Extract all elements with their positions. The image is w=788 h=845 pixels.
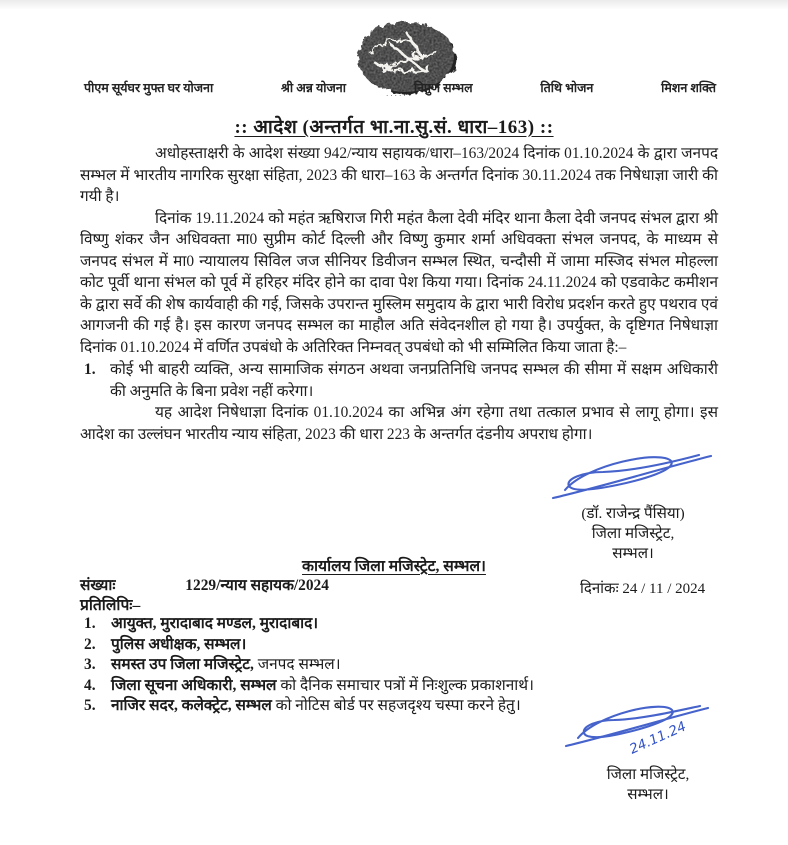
signatory-place: सम्भल। bbox=[627, 786, 669, 803]
paragraph-background: दिनांक 19.11.2024 को महंत ऋषिराज गिरी महंत कैला देवी मंदिर थाना कैला देवी जनपद संभल द्वारा श्री विष्णु शंकर जैन अधिवक्ता मा0 सुप्रीम कोर्ट दिल्ली और विष्णु कुमार शर्मा अधिवक्ता संभल जनपद, के माध्यम से जनपद संभल में मा0 न्यायालय सिविल जज सीनियर डिवीजन सम्भल स्थित, चन्दौसी में जामा मस्जिद संभल मोहल्ला कोट पूर्वी थाना संभल को पूर्व में हरिहर मंदिर होने का दावा पेश किया गया। दिनांक 24.11.2024 को एडवाकेट कमीशन के द्वारा सर्वे की शेष कार्यवाही की गई, जिसके उपरान्त मुस्लिम समुदाय के द्वारा भारी विरोध प्रदर्शन करते हुए पथराव एवं आगजनी की गई है। इस कारण जनपद सम्भल का माहौल अति संवेदनशील हो गया है। उपर्युक्त, के दृष्टिगत निषेधाज्ञा दिनांक 01.10.2024 में वर्णित उपबंधो के अतिरिक्त निम्नवत् उपबंधो को भी सम्मिलित किया जाता है:– bbox=[80, 209, 718, 356]
date-value: 24 / 11 / 2024 bbox=[622, 581, 706, 597]
signature-scribble-icon bbox=[543, 448, 723, 504]
magistrate-signature-block-2 bbox=[548, 698, 748, 805]
copy-item: 1. आयुक्त, मुरादाबाद मण्डल, मुरादाबाद। bbox=[84, 615, 319, 632]
signatory-designation: जिला मजिस्ट्रेट, bbox=[591, 525, 675, 542]
number-label: संख्याः bbox=[80, 577, 116, 594]
date-label: दिनांकः bbox=[580, 581, 619, 597]
office-name-line: कार्यालय जिला मजिस्ट्रेट, सम्भल। bbox=[302, 558, 486, 575]
magistrate-signature-block bbox=[528, 448, 738, 564]
provision-item bbox=[84, 359, 718, 402]
signatory-name: (डॉ. राजेन्द्र पैंसिया) bbox=[581, 505, 685, 522]
scheme-header-row bbox=[84, 79, 716, 96]
handwritten-date: 24.11.24 bbox=[627, 718, 689, 758]
provision-text: कोई भी बाहरी व्यक्ति, अन्य सामाजिक संगठन अथवा जनप्रतिनिधि जनपद सम्भल की सीमा में सक्षम अधिकारी की अनुमति के बिना प्रवेश नहीं करेगा। bbox=[110, 361, 718, 400]
stamp-blur-dots: ····· bbox=[386, 92, 408, 100]
signatory-designation: जिला मजिस्ट्रेट, bbox=[606, 766, 690, 783]
scheme-label: पीएम सूर्यघर मुफ्त घर योजना bbox=[84, 81, 214, 95]
copies-label: प्रतिलिपिः– bbox=[80, 597, 141, 614]
provision-number: 1. bbox=[84, 361, 96, 378]
scheme-label: श्री अन्न योजना bbox=[280, 81, 346, 95]
scheme-label: मिशन शक्ति bbox=[661, 81, 716, 95]
order-title: :: आदेश (अन्तर्गत भा.ना.सु.सं. धारा–163) :: bbox=[234, 117, 554, 138]
letter-date bbox=[580, 578, 705, 598]
scan-top-edge bbox=[0, 0, 788, 9]
copy-item: 3. समस्त उप जिला मजिस्ट्रेट, जनपद सम्भल। bbox=[84, 656, 341, 674]
order-body bbox=[80, 143, 718, 445]
paragraph-preamble: अधोहस्ताक्षरी के आदेश संख्या 942/न्याय सहायक/धारा–163/2024 दिनांक 01.10.2024 के द्वारा जनपद सम्भल में भारतीय नागरिक सुरक्षा संहिता, 2023 की धारा–163 के अन्तर्गत दिनांक 30.11.2024 तक निषेधाज्ञा जारी की गयी है। bbox=[80, 145, 718, 205]
copy-item: 2. पुलिस अधीक्षक, सम्भल। bbox=[84, 635, 247, 653]
scheme-label: तिथि भोजन bbox=[540, 81, 594, 95]
signatory-place: सम्भल। bbox=[612, 545, 654, 562]
number-value: 1229/न्याय सहायक/2024 bbox=[185, 577, 329, 594]
copy-item: 4. जिला सूचना अधिकारी, सम्भल को दैनिक समाचार पत्रों में निःशुल्क प्रकाशनार्थ। bbox=[84, 676, 534, 694]
scheme-label: निपुण सम्भल bbox=[413, 81, 473, 95]
signature-scribble-icon bbox=[558, 698, 738, 760]
copy-item: 5. नाजिर सदर, कलेक्ट्रेट, सम्भल को नोटिस बोर्ड पर सहजदृश्य चस्पा करने हेतु। bbox=[84, 697, 521, 715]
paragraph-enforcement: यह आदेश निषेधाज्ञा दिनांक 01.10.2024 का अभिन्न अंग रहेगा तथा तत्काल प्रभाव से लागू होगा। इस आदेश का उल्लंघन भारतीय न्याय संहिता, 2023 की धारा 223 के अन्तर्गत दंडनीय अपराध होगा। bbox=[80, 404, 718, 443]
